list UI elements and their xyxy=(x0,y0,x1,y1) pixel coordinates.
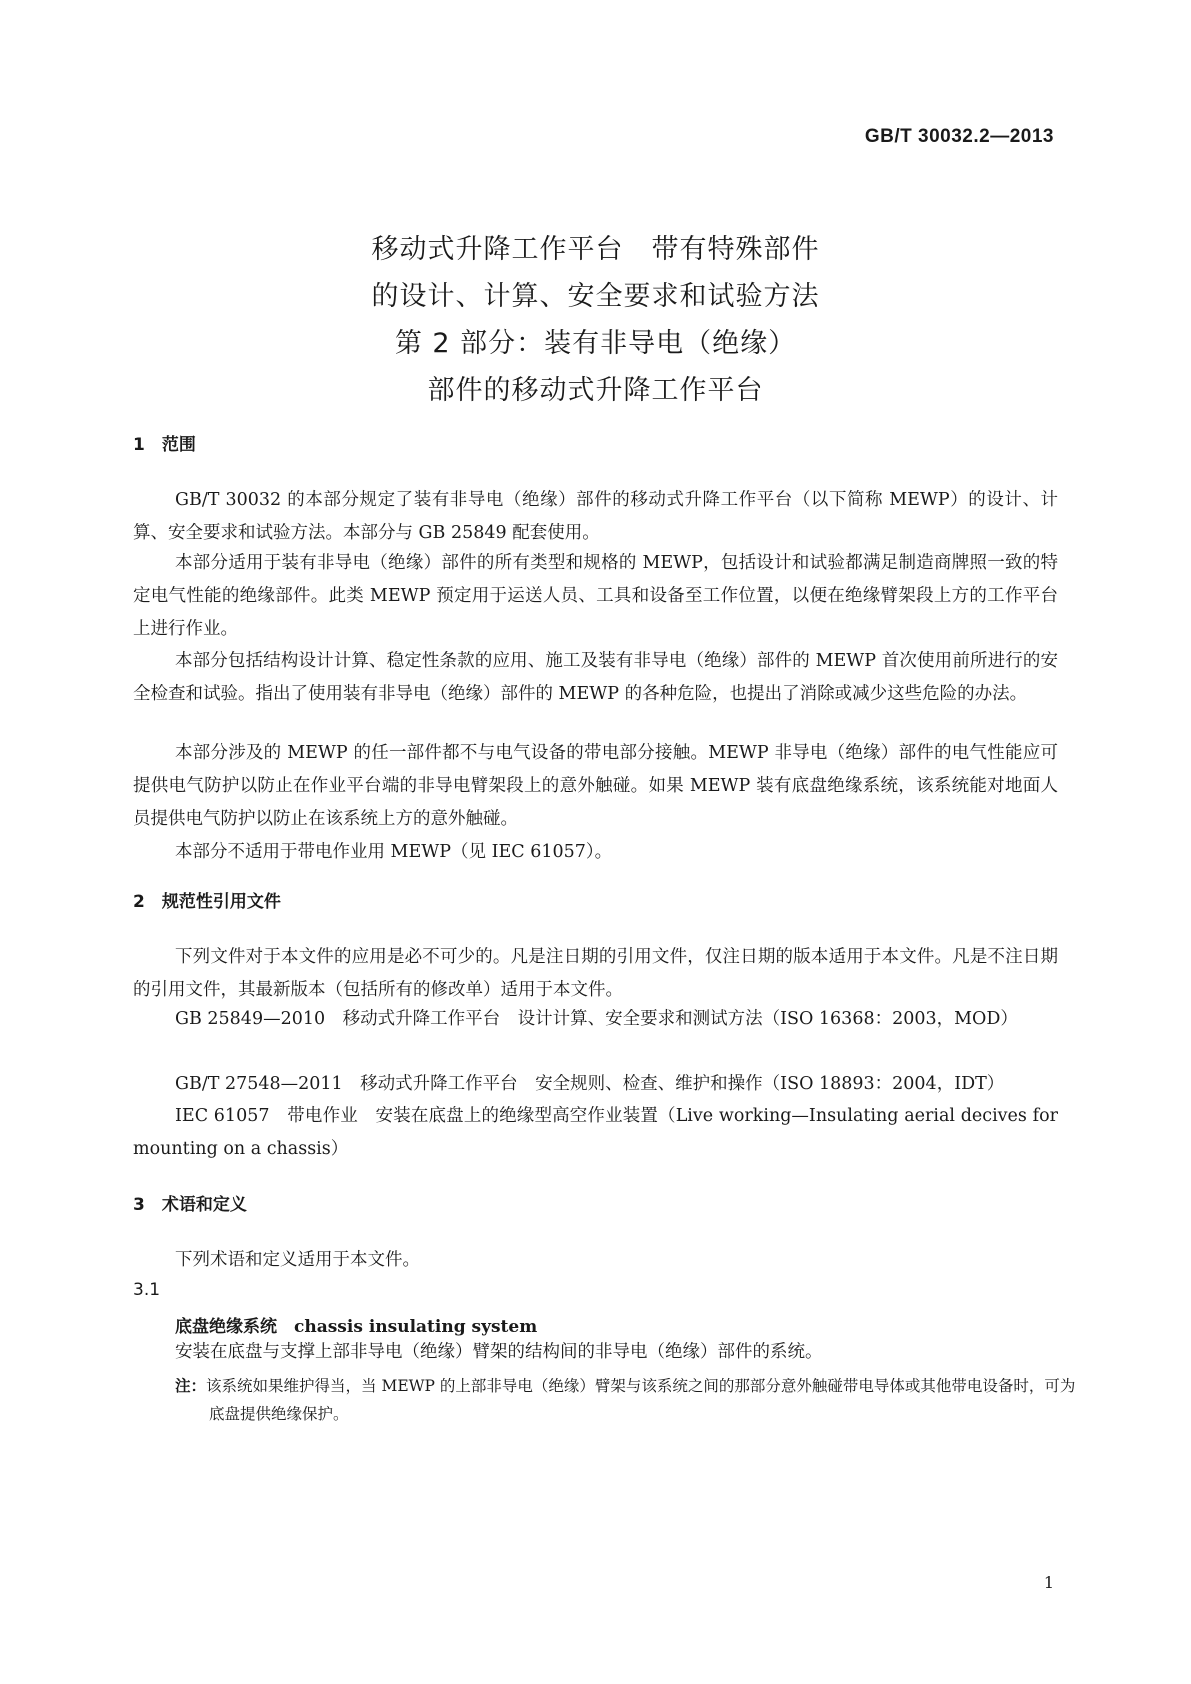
scope-paragraph-1: GB/T 30032 的本部分规定了装有非导电（绝缘）部件的移动式升降工作平台（以下简称 MEWP）的设计、计算、安全要求和试验方法。本部分与 GB 25849 配套使用。 xyxy=(133,490,1058,543)
page-number: 1 xyxy=(1043,1573,1054,1592)
term-note xyxy=(175,1372,1089,1428)
document-title xyxy=(0,226,1191,414)
term-name-cn: 底盘绝缘系统 xyxy=(175,1317,277,1337)
section-heading-normative-references: 2 规范性引用文件 xyxy=(133,892,281,912)
scope-paragraph-5: 本部分不适用于带电作业用 MEWP（见 IEC 61057）。 xyxy=(175,842,613,862)
section-heading-scope: 1 范围 xyxy=(133,435,196,455)
title-line-3: 第 2 部分：装有非导电（绝缘） xyxy=(394,328,797,359)
reference-item-3: IEC 61057 带电作业 安装在底盘上的绝缘型高空作业装置（Live working—Insulating aerial decives for mounting on a chassis） xyxy=(133,1106,1064,1159)
title-line-4: 部件的移动式升降工作平台 xyxy=(427,375,764,406)
term-name xyxy=(175,1312,537,1337)
title-line-2: 的设计、计算、安全要求和试验方法 xyxy=(371,281,820,312)
title-line-1: 移动式升降工作平台 带有特殊部件 xyxy=(371,234,820,265)
term-definition: 安装在底盘与支撑上部非导电（绝缘）臂架的结构间的非导电（绝缘）部件的系统。 xyxy=(175,1342,823,1362)
section-heading-terms: 3 术语和定义 xyxy=(133,1195,247,1215)
note-text: 该系统如果维护得当，当 MEWP 的上部非导电（绝缘）臂架与该系统之间的那部分意外触碰带电导体或其他带电设备时，可为底盘提供绝缘保护。 xyxy=(206,1377,1076,1423)
scope-paragraph-4: 本部分涉及的 MEWP 的任一部件都不与电气设备的带电部分接触。MEWP 非导电（绝缘）部件的电气性能应可提供电气防护以防止在作业平台端的非导电臂架段上的意外触碰。如果 MEWP 装有底盘绝缘系统，该系统能对地面人员提供电气防护以防止在该系统上方的意外触碰。 xyxy=(133,743,1058,829)
standard-number: GB/T 30032.2—2013 xyxy=(864,126,1054,147)
reference-item-1: GB 25849—2010 移动式升降工作平台 设计计算、安全要求和测试方法（ISO 16368：2003，MOD） xyxy=(175,1009,1018,1029)
note-label: 注： xyxy=(175,1377,207,1395)
references-intro: 下列文件对于本文件的应用是必不可少的。凡是注日期的引用文件，仅注日期的版本适用于本文件。凡是不注日期的引用文件，其最新版本（包括所有的修改单）适用于本文件。 xyxy=(133,947,1058,1000)
scope-paragraph-3: 本部分包括结构设计计算、稳定性条款的应用、施工及装有非导电（绝缘）部件的 MEWP 首次使用前所进行的安全检查和试验。指出了使用装有非导电（绝缘）部件的 MEWP 的各种危险，也提出了消除或减少这些危险的办法。 xyxy=(133,651,1058,704)
term-name-en: chassis insulating system xyxy=(294,1317,538,1337)
scope-paragraph-2: 本部分适用于装有非导电（绝缘）部件的所有类型和规格的 MEWP，包括设计和试验都满足制造商牌照一致的特定电气性能的绝缘部件。此类 MEWP 预定用于运送人员、工具和设备至工作位置，以便在绝缘臂架段上方的工作平台上进行作业。 xyxy=(133,553,1058,639)
terms-intro: 下列术语和定义适用于本文件。 xyxy=(175,1250,420,1270)
term-number: 3.1 xyxy=(133,1280,161,1300)
reference-item-2: GB/T 27548—2011 移动式升降工作平台 安全规则、检查、维护和操作（ISO 18893：2004，IDT） xyxy=(175,1074,1005,1094)
